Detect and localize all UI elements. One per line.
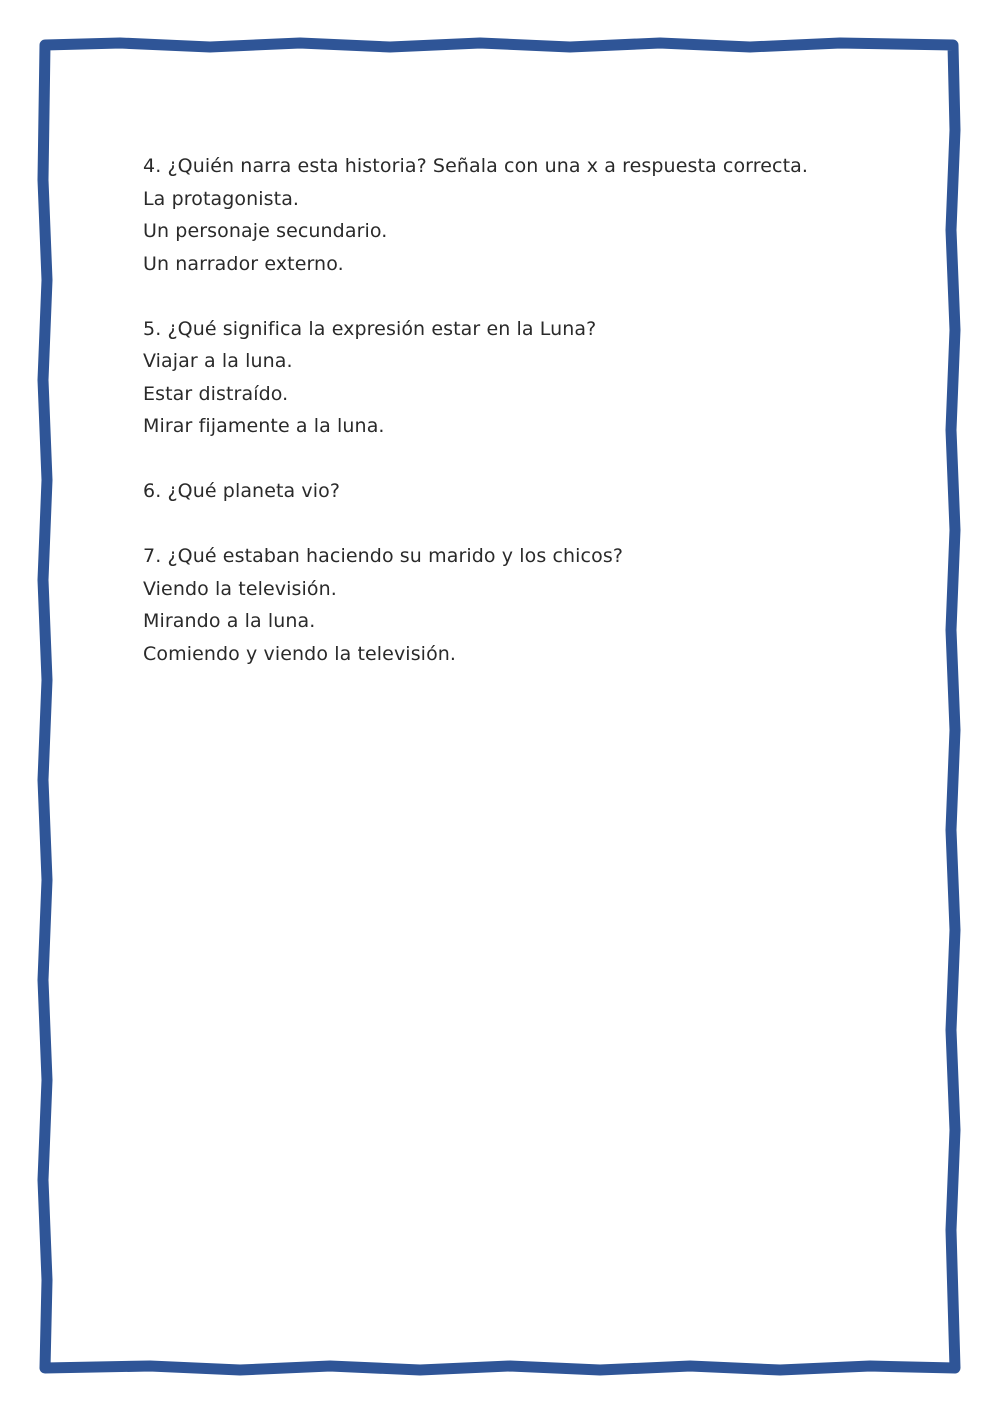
worksheet-content	[143, 150, 903, 703]
question-6	[143, 475, 903, 508]
answer-option[interactable]: Un narrador externo.	[143, 252, 344, 275]
question-7	[143, 540, 903, 670]
answer-option[interactable]: Comiendo y viendo la televisión.	[143, 642, 457, 665]
answer-option[interactable]: Un personaje secundario.	[143, 220, 388, 242]
question-prompt: 5. ¿Qué significa la expresión estar en la Luna?	[143, 317, 597, 340]
answer-option[interactable]: Estar distraído.	[143, 382, 289, 405]
question-5	[143, 313, 903, 443]
answer-option[interactable]: La protagonista.	[143, 187, 300, 210]
question-prompt: 6. ¿Qué planeta vio?	[143, 480, 341, 502]
question-4	[143, 150, 903, 280]
answer-option[interactable]: Viajar a la luna.	[143, 350, 293, 372]
answer-option[interactable]: Viendo la televisión.	[143, 577, 337, 600]
question-prompt: 7. ¿Qué estaban haciendo su marido y los chicos?	[143, 545, 624, 567]
answer-option[interactable]: Mirar fijamente a la luna.	[143, 415, 385, 437]
question-prompt: 4. ¿Quién narra esta historia? Señala con una x a respuesta correcta.	[143, 155, 809, 177]
answer-option[interactable]: Mirando a la luna.	[143, 610, 316, 632]
